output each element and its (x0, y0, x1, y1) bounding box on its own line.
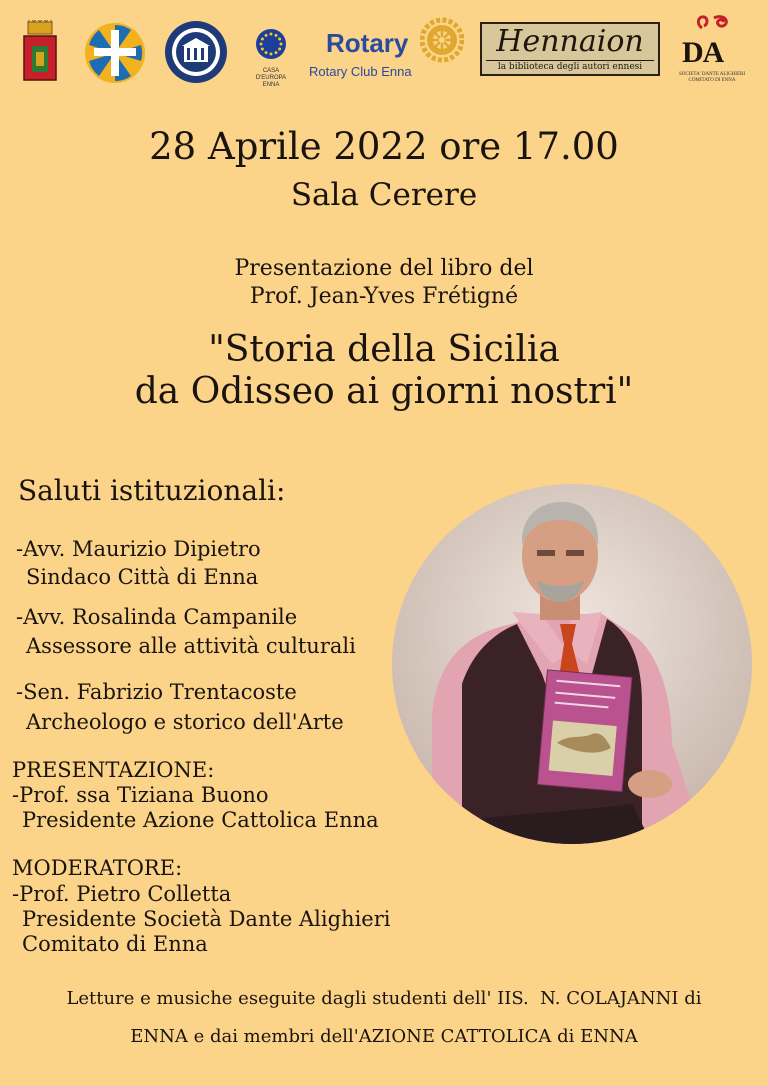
presentazione-role: Presidente Azione Cattolica Enna (22, 808, 379, 832)
hennaion-title: Hennaion (496, 24, 644, 59)
saluti-name-2: -Avv. Rosalinda Campanile (16, 605, 298, 629)
dante-alighieri-label: SOCIETA' DANTE ALIGHIERI COMITATO DI ENNA (678, 72, 746, 83)
footer-line-2: ENNA e dai membri dell'AZIONE CATTOLICA di ENNA (130, 1026, 638, 1047)
moderatore-name: -Prof. Pietro Colletta (12, 882, 232, 906)
saluti-heading: Saluti istituzionali: (18, 474, 286, 507)
hennaion-subtitle: la biblioteca degli autori ennesi (486, 60, 654, 73)
moderatore-heading: MODERATORE: (12, 856, 183, 880)
footer-line-1: Letture e musiche eseguite dagli studenti dell' IIS. N. COLAJANNI di (66, 988, 702, 1009)
school-seal-logo (164, 20, 228, 84)
dante-emblem-icon (694, 14, 734, 36)
moderatore-role-2: Comitato di Enna (22, 932, 208, 956)
casa-europa-label: CASA D'EUROPA ENNA (255, 68, 287, 88)
book-title-line-1: "Storia della Sicilia (208, 329, 560, 370)
rotary-wheel-icon (420, 16, 464, 70)
dante-alighieri-logo: DA (682, 36, 724, 69)
saluti-name-1: -Avv. Maurizio Dipietro (16, 537, 261, 561)
saluti-name-3: -Sen. Fabrizio Trentacoste (16, 680, 297, 704)
rotary-wordmark: Rotary (326, 28, 409, 58)
saluti-role-1: Sindaco Città di Enna (26, 565, 259, 589)
rotary-club-label: Rotary Club Enna (309, 64, 412, 79)
presentation-intro: Presentazione del libro del (234, 256, 534, 281)
hennaion-logo (480, 22, 660, 76)
author-portrait-photo (392, 484, 752, 844)
author-name: Prof. Jean-Yves Frétigné (249, 284, 519, 309)
azione-cattolica-logo (84, 22, 146, 84)
casa-europa-logo (255, 28, 287, 60)
presentazione-name: -Prof. ssa Tiziana Buono (12, 783, 269, 807)
moderatore-role-1: Presidente Società Dante Alighieri (22, 907, 391, 931)
event-date: 28 Aprile 2022 ore 17.00 (149, 125, 619, 168)
saluti-role-3: Archeologo e storico dell'Arte (26, 710, 344, 734)
presentazione-heading: PRESENTAZIONE: (12, 758, 215, 782)
book-title-line-2: da Odisseo ai giorni nostri" (134, 371, 634, 412)
event-venue: Sala Cerere (290, 177, 478, 213)
enna-coat-of-arms-logo (22, 20, 58, 84)
saluti-role-2: Assessore alle attività culturali (26, 634, 356, 658)
